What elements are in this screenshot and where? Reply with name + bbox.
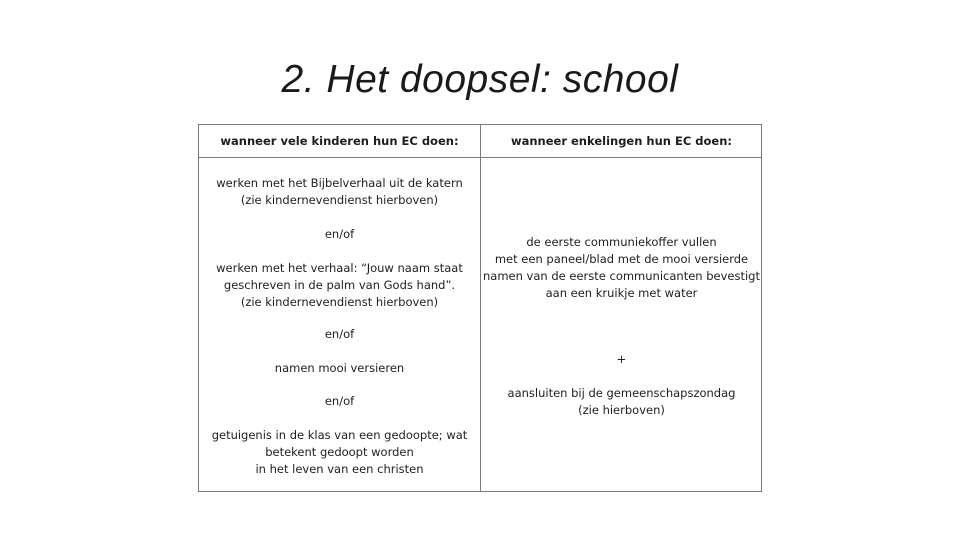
- slide-title: 2. Het doopsel: school: [281, 58, 679, 101]
- left-block-line: werken met het verhaal: “Jouw naam staat: [216, 261, 463, 275]
- left-block-line: in het leven van een christen: [255, 462, 424, 476]
- right-block-line: aansluiten bij de gemeenschapszondag: [507, 386, 736, 400]
- left-block-line: betekent gedoopt worden: [265, 445, 414, 459]
- right-block-line: namen van de eerste communicanten bevestigt: [483, 269, 760, 283]
- header-divider: [199, 157, 761, 158]
- right-block-communion-case: [481, 234, 762, 302]
- left-block-line: geschreven in de palm van Gods hand”.: [223, 278, 456, 292]
- left-block-name-story: [199, 260, 480, 311]
- right-plus-sign: +: [616, 352, 627, 366]
- right-block-line: de eerste communiekoffer vullen: [526, 235, 717, 249]
- left-block-decorate-names: namen mooi versieren: [274, 361, 405, 375]
- left-separator: en/of: [324, 227, 355, 241]
- right-block-line: aan een kruikje met water: [545, 286, 698, 300]
- left-block-line: (zie kindernevendienst hierboven): [240, 193, 439, 207]
- left-block-bible-story: [199, 175, 480, 209]
- column-divider: [480, 125, 481, 491]
- left-separator: en/of: [324, 327, 355, 341]
- header-few-children: wanneer enkelingen hun EC doen:: [510, 134, 733, 148]
- right-block-line: (zie hierboven): [578, 403, 665, 417]
- comparison-table: [198, 124, 762, 492]
- left-separator: en/of: [324, 394, 355, 408]
- left-block-line: werken met het Bijbelverhaal uit de katern: [216, 176, 463, 190]
- header-many-children: wanneer vele kinderen hun EC doen:: [220, 134, 459, 148]
- left-block-line: (zie kindernevendienst hierboven): [240, 295, 439, 309]
- left-block-testimony: [199, 427, 480, 478]
- right-block-line: met een paneel/blad met de mooi versierde: [494, 252, 749, 266]
- left-block-line: getuigenis in de klas van een gedoopte; wat: [211, 428, 468, 442]
- right-block-community-sunday: [481, 385, 762, 419]
